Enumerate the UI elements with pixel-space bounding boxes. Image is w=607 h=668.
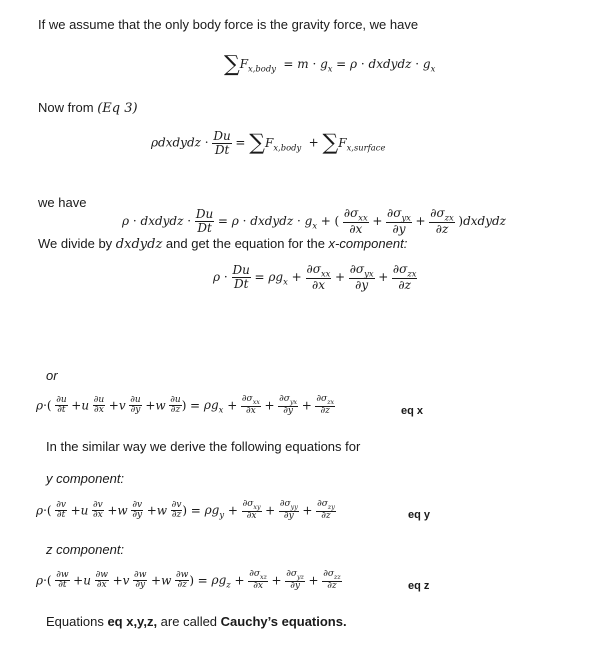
equation-expanded: ρ · dxdydz · $\frac{Du}{Dt}$ = ρ · dxdydz · $g_x$ + ( $\frac{\partial\sigma_{xx}}{\partial x}$ + $\frac{\partial\sigma_{yx}}{\partial y}$ + $\frac{\partial\sigma_{zx}}{\partial z}$ )dxdydz: [122, 206, 507, 237]
similar-text: In the similar way we derive the following equations for: [46, 439, 361, 454]
conclusion-text: Equations eq x,y,z, are called Cauchy’s equations.: [46, 614, 347, 629]
we-have-text: we have: [38, 195, 87, 210]
divide-text: We divide by dxdydz and get the equation for the x-component:: [38, 236, 408, 252]
equation-y: ρ·( $\frac{\partial v}{\partial t}$ +u $\frac{\partial v}{\partial x}$ +w $\frac{\partial v}{\partial y}$ +w $\frac{\partial v}{\partial z}$ ) = $\rho g_y$ + $\frac{\partial\sigma_{xy}}{\partial x}$ + $\frac{\partial\sigma_{yy}}{\partial y}$ + $\frac{\partial\sigma_{zy}}{\partial z}$: [36, 499, 335, 522]
equation-z: ρ·( $\frac{\partial w}{\partial t}$ +u $\frac{\partial w}{\partial x}$ +v $\frac{\partial w}{\partial y}$ +w $\frac{\partial w}{\partial z}$ ) = $\rho g_z$ + $\frac{\partial\sigma_{xz}}{\partial x}$ + $\frac{\partial\sigma_{yz}}{\partial y}$ + $\frac{\partial\sigma_{zz}}{\partial z}$: [36, 569, 341, 592]
label-eq-z: eq z: [408, 580, 430, 592]
intro-text: If we assume that the only body force is the gravity force, we have: [38, 17, 419, 32]
equation-x-component: ρ · $\frac{Du}{Dt}$ = $\rho g_x$ + $\frac{\partial\sigma_{xx}}{\partial x}$ + $\frac{\partial\sigma_{yx}}{\partial y}$ + $\frac{\partial\sigma_{zx}}{\partial z}$: [213, 262, 417, 293]
label-eq-x: eq x: [401, 405, 424, 417]
or-text: or: [46, 368, 58, 383]
equation-body-force: $\sum F_{x,body} = m \cdot g_x = \rho$ · dxdydz · $g_x$: [224, 52, 436, 77]
y-component-heading: y component:: [46, 471, 125, 486]
now-from-text: Now from (Eq 3): [38, 100, 138, 116]
equation-momentum-balance: ρdxdydz · $\frac{Du}{Dt}$ = $\sum F_{x,body} + \sum F_{x,surface}$: [151, 129, 386, 157]
equation-x: ρ·( $\frac{\partial u}{\partial t}$ +u $\frac{\partial u}{\partial x}$ +v $\frac{\partial u}{\partial y}$ +w $\frac{\partial u}{\partial z}$ ) = $\rho g_x$ + $\frac{\partial\sigma_{xx}}{\partial x}$ + $\frac{\partial\sigma_{yx}}{\partial y}$ + $\frac{\partial\sigma_{zx}}{\partial z}$: [36, 394, 335, 417]
z-component-heading: z component:: [46, 542, 125, 557]
label-eq-y: eq y: [408, 509, 431, 521]
